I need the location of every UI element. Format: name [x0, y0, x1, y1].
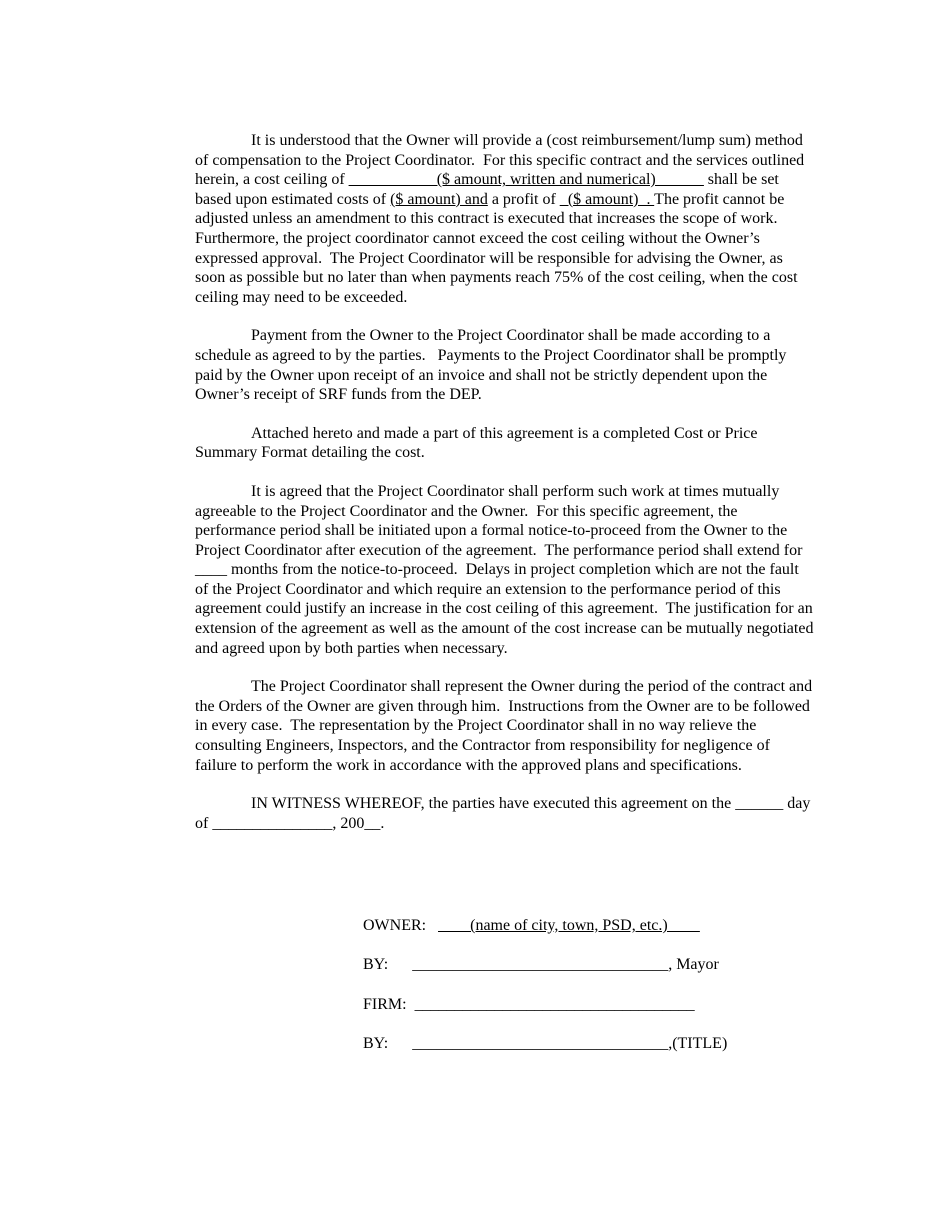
- by-label: BY:: [363, 956, 413, 974]
- compensation-paragraph: [195, 131, 815, 307]
- estimated-costs-blank: ($ amount) and: [390, 190, 488, 208]
- mayor-signature-blank: ________________________________: [412, 956, 669, 974]
- firm-label: FIRM:: [363, 995, 415, 1013]
- signature-block: [363, 916, 783, 1073]
- compensation-text-4: The profit cannot be adjusted unless an amendment to this contract is executed that increases the scope of work. Furthermore, the project coordinator cannot exceed the cost ceiling without the Owner’s expressed approval. The Project Coordinator will be responsible for advising the Owner, as soon as possible but no later than when payments reach 75% of the cost ceiling, when the cost ceiling may need to be exceeded.: [195, 190, 802, 306]
- by-label: BY:: [363, 1034, 413, 1052]
- performance-paragraph: It is agreed that the Project Coordinator shall perform such work at times mutually agreeable to the Project Coordinator and the Owner. For this specific agreement, the performance period shall be initiated upon a formal notice-to-proceed from the Owner to the Project Coordinator after execution of the agreement. The performance period shall extend for ____ months from the notice-to-proceed. Delays in project completion which are not the fault of the Project Coordinator and which require an extension to the performance period of this agreement could justify an increase in the cost ceiling of this agreement. The justification for an extension of the agreement as well as the amount of the cost increase can be mutually negotiated and agreed upon by both parties when necessary.: [195, 482, 818, 657]
- owner-line: [363, 916, 783, 955]
- document-body: [195, 131, 818, 852]
- mayor-suffix: , Mayor: [668, 956, 719, 974]
- by-mayor-line: [363, 955, 783, 994]
- by-title-line: [363, 1034, 783, 1073]
- firm-line: [363, 995, 783, 1034]
- payment-paragraph: Payment from the Owner to the Project Coordinator shall be made according to a schedule as agreed to by the parties. Payments to the Project Coordinator shall be promptly paid by the Owner upon receipt of an invoice and shall not be strictly dependent upon the Owner’s receipt of SRF funds from the DEP.: [195, 327, 791, 404]
- compensation-text-3: a profit of: [487, 190, 560, 208]
- representation-paragraph: The Project Coordinator shall represent the Owner during the period of the contract and the Orders of the Owner are given through him. Instructions from the Owner are to be followed in every case. The representation by the Project Coordinator shall in no way relieve the consulting Engineers, Inspectors, and the Contractor from responsibility for negligence of failure to perform the work in accordance with the approved plans and specifications.: [195, 678, 817, 774]
- owner-label: OWNER:: [363, 917, 439, 934]
- compensation-text-1: It is understood that the Owner will provide a (cost reimbursement/lump sum) method of compensation to the Project Coordinator. For this specific contract and the services outlined herein, a cost ceiling of: [195, 132, 809, 189]
- cost-ceiling-blank: ___________($ amount, written and numerical)______: [348, 171, 704, 189]
- owner-name-field: ____(name of city, town, PSD, etc.)____: [438, 917, 700, 934]
- title-signature-blank: ________________________________: [412, 1034, 669, 1052]
- witness-paragraph: IN WITNESS WHEREOF, the parties have executed this agreement on the ______ day of _______________, 200__.: [195, 795, 815, 832]
- profit-blank: _($ amount)_.: [559, 190, 655, 208]
- firm-name-blank: ___________________________________: [414, 995, 695, 1013]
- compensation-text-2: shall be set based upon estimated costs of: [195, 171, 783, 208]
- title-suffix: ,(TITLE): [668, 1034, 728, 1052]
- attachment-paragraph: Attached hereto and made a part of this agreement is a completed Cost or Price Summary Format detailing the cost.: [195, 424, 762, 462]
